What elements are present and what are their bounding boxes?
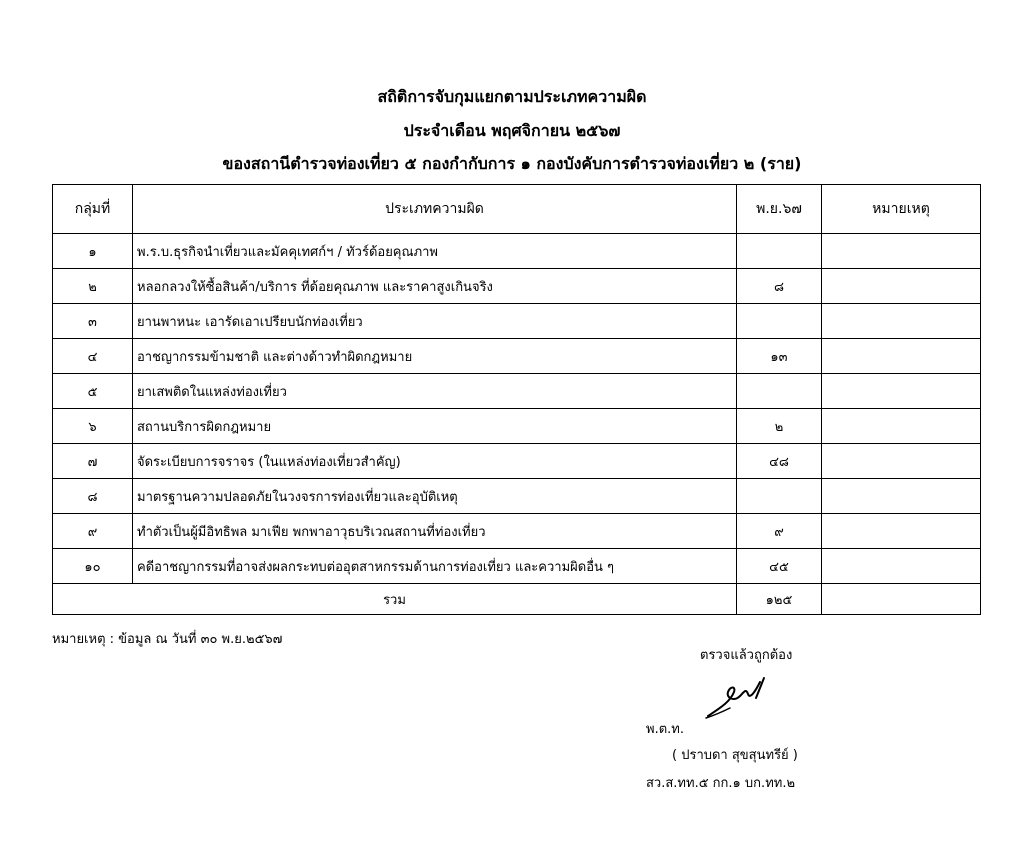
verified-text: ตรวจแล้วถูกต้อง xyxy=(700,648,793,663)
header-count: พ.ย.๖๗ xyxy=(737,185,822,234)
row-group: ๑ xyxy=(53,234,133,269)
row-count xyxy=(737,479,822,514)
table-row xyxy=(53,339,981,374)
row-offense: ยาเสพติดในแหล่งท่องเที่ยว xyxy=(133,374,737,409)
row-offense: ยานพาหนะ เอารัดเอาเปรียบนักท่องเที่ยว xyxy=(133,304,737,339)
row-remark xyxy=(822,234,981,269)
table-row xyxy=(53,479,981,514)
row-offense: สถานบริการผิดกฎหมาย xyxy=(133,409,737,444)
table-row xyxy=(53,234,981,269)
row-group: ๖ xyxy=(53,409,133,444)
signature-icon xyxy=(700,668,780,728)
title-line-3: ของสถานีตำรวจท่องเที่ยว ๕ กองกำกับการ ๑ กองบังคับการตำรวจท่องเที่ยว ๒ (ราย) xyxy=(222,154,802,173)
total-remark xyxy=(822,584,981,615)
total-count: ๑๒๕ xyxy=(737,584,822,615)
row-offense: อาชญากรรมข้ามชาติ และต่างด้าวทำผิดกฎหมาย xyxy=(133,339,737,374)
row-count xyxy=(737,234,822,269)
row-offense: จัดระเบียบการจราจร (ในแหล่งท่องเที่ยวสำคัญ) xyxy=(133,444,737,479)
table-row xyxy=(53,549,981,584)
title-line-2: ประจำเดือน พฤศจิกายน ๒๕๖๗ xyxy=(403,121,621,140)
total-label: รวม xyxy=(53,584,737,615)
table-header-row xyxy=(53,185,981,234)
row-count xyxy=(737,374,822,409)
header-group: กลุ่มที่ xyxy=(53,185,133,234)
total-row xyxy=(53,584,981,615)
table-row xyxy=(53,374,981,409)
table-row xyxy=(53,304,981,339)
row-group: ๑๐ xyxy=(53,549,133,584)
row-offense: พ.ร.บ.ธุรกิจนำเที่ยวและมัคคุเทศก์ฯ / ทัวร์ด้อยคุณภาพ xyxy=(133,234,737,269)
row-offense: ทำตัวเป็นผู้มีอิทธิพล มาเฟีย พกพาอาวุธบริเวณสถานที่ท่องเที่ยว xyxy=(133,514,737,549)
row-remark xyxy=(822,444,981,479)
row-offense: คดีอาชญากรรมที่อาจส่งผลกระทบต่ออุตสาหกรรมด้านการท่องเที่ยว และความผิดอื่น ๆ xyxy=(133,549,737,584)
row-count: ๘ xyxy=(737,269,822,304)
row-count: ๔๕ xyxy=(737,549,822,584)
row-count xyxy=(737,304,822,339)
row-offense: มาตรฐานความปลอดภัยในวงจรการท่องเที่ยวและอุบัติเหตุ xyxy=(133,479,737,514)
row-remark xyxy=(822,409,981,444)
signer-rank: พ.ต.ท. xyxy=(646,722,684,737)
table-row xyxy=(53,269,981,304)
title-line-1: สถิติการจับกุมแยกตามประเภทความผิด xyxy=(377,87,647,106)
row-group: ๘ xyxy=(53,479,133,514)
row-remark xyxy=(822,374,981,409)
table-row xyxy=(53,514,981,549)
row-count: ๒ xyxy=(737,409,822,444)
row-count: ๔๘ xyxy=(737,444,822,479)
row-offense: หลอกลวงให้ซื้อสินค้า/บริการ ที่ด้อยคุณภาพ และราคาสูงเกินจริง xyxy=(133,269,737,304)
row-count: ๑๓ xyxy=(737,339,822,374)
row-group: ๔ xyxy=(53,339,133,374)
row-remark xyxy=(822,339,981,374)
row-group: ๗ xyxy=(53,444,133,479)
row-group: ๒ xyxy=(53,269,133,304)
header-remarks: หมายเหตุ xyxy=(822,185,981,234)
row-group: ๙ xyxy=(53,514,133,549)
table-row xyxy=(53,409,981,444)
row-group: ๓ xyxy=(53,304,133,339)
row-remark xyxy=(822,549,981,584)
row-remark xyxy=(822,269,981,304)
data-date-note: หมายเหตุ : ข้อมูล ณ วันที่ ๓๐ พ.ย.๒๕๖๗ xyxy=(52,632,283,647)
row-remark xyxy=(822,304,981,339)
offense-statistics-table xyxy=(52,184,981,615)
row-remark xyxy=(822,514,981,549)
signer-name: ( ปราบดา สุขสุนทรีย์ ) xyxy=(672,748,798,763)
header-offense-type: ประเภทความผิด xyxy=(133,185,737,234)
row-count: ๙ xyxy=(737,514,822,549)
row-group: ๕ xyxy=(53,374,133,409)
table-row xyxy=(53,444,981,479)
row-remark xyxy=(822,479,981,514)
signer-position: สว.ส.ทท.๕ กก.๑ บก.ทท.๒ xyxy=(646,776,796,791)
